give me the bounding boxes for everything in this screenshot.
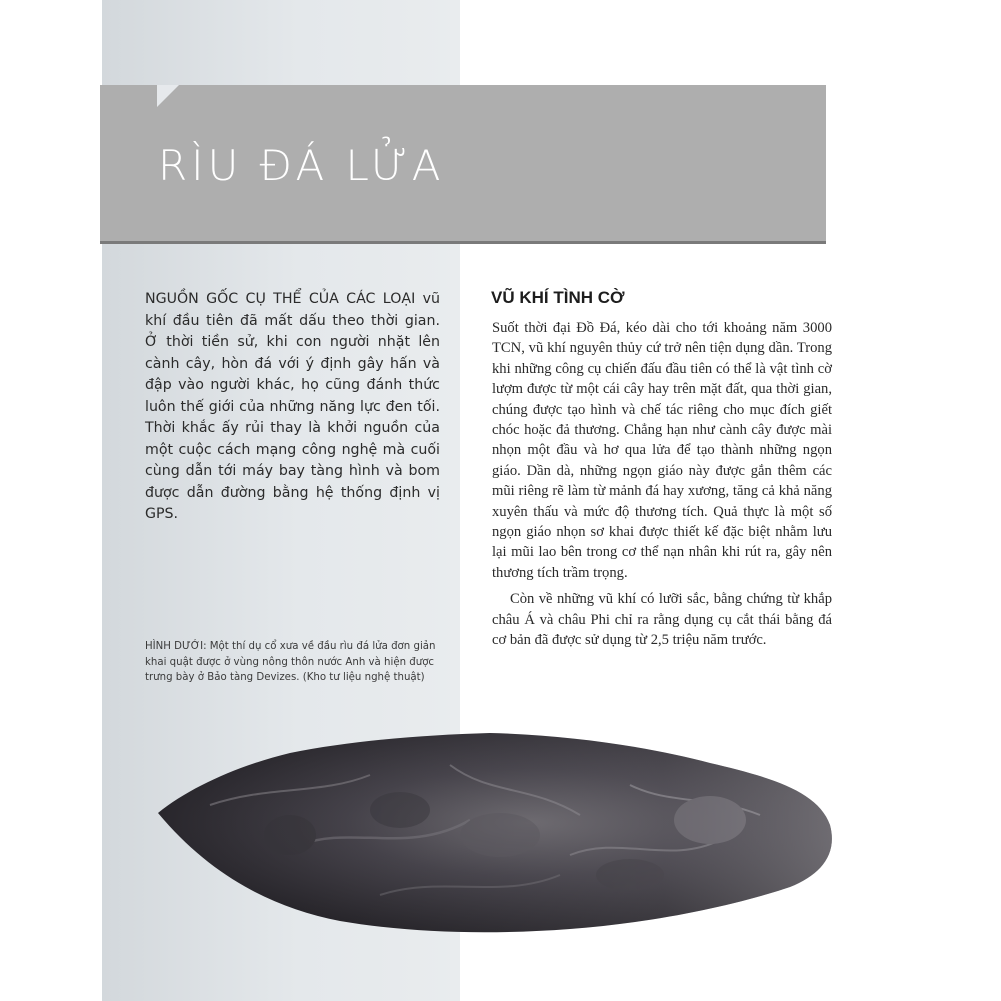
flint-axe-head-icon — [150, 725, 840, 940]
section-heading: VŨ KHÍ TÌNH CỜ — [491, 288, 625, 307]
body-paragraph-2: Còn về những vũ khí có lưỡi sắc, bằng chứng từ khắp châu Á và châu Phi chỉ ra rằng dụng cụ cắt thái bằng đá cơ bản đã được sử dụng từ 2,5 triệu năm trước. — [492, 591, 832, 649]
title-band-rule — [100, 241, 826, 244]
intro-text: NGUỒN GỐC CỤ THỂ CỦA CÁC LOẠI vũ khí đầu tiên đã mất dấu theo thời gian. Ở thời tiền sử, khi con người nhặt lên cành cây, hòn đá với ý định gây hấn và đập vào người khác, họ cũng đánh thức luôn thế giới của những năng lực đen tối. Thời khắc ấy rủi thay là khởi nguồn của một cuộc cách mạng công nghệ mà cuối cùng dẫn tới máy bay tàng hình và bom được dẫn đường bằng hệ thống định vị GPS. — [145, 291, 440, 522]
image-caption: HÌNH DƯỚI: Một thí dụ cổ xưa về đầu rìu đá lửa đơn giản khai quật được ở vùng nông thôn nước Anh và hiện được trưng bày ở Bảo tàng Devizes. (Kho tư liệu nghệ thuật) — [145, 641, 436, 684]
body-text — [492, 318, 832, 657]
body-paragraph-1: Suốt thời đại Đồ Đá, kéo dài cho tới khoảng năm 3000 TCN, vũ khí nguyên thủy cứ trở nên tiện dụng dần. Trong khi những công cụ chiến đấu đầu tiên có thể là vật tình cờ lượm được từ một cái cây hay trên mặt đất, qua thời gian, chúng được tạo hình và chế tác riêng cho mục đích giết chóc hoặc đả thương. Chẳng hạn như cành cây được mài nhọn một đầu và hơ qua lửa để tạo thành những ngọn giáo. Dần dà, những ngọn giáo này được gắn thêm các mũi riêng rẽ làm từ mảnh đá hay xương, tăng cả khả năng xuyên thấu và mức độ thương tích. Quả thực là một số ngọn giáo nhọn sơ khai được thiết kế đặc biệt nhằm lưu lại mũi lao bên trong cơ thể nạn nhân khi rút ra, gây nên thương tích trầm trọng. — [492, 320, 832, 581]
page-title: RÌU ĐÁ LỬA — [158, 141, 445, 190]
title-band-notch — [157, 85, 179, 107]
